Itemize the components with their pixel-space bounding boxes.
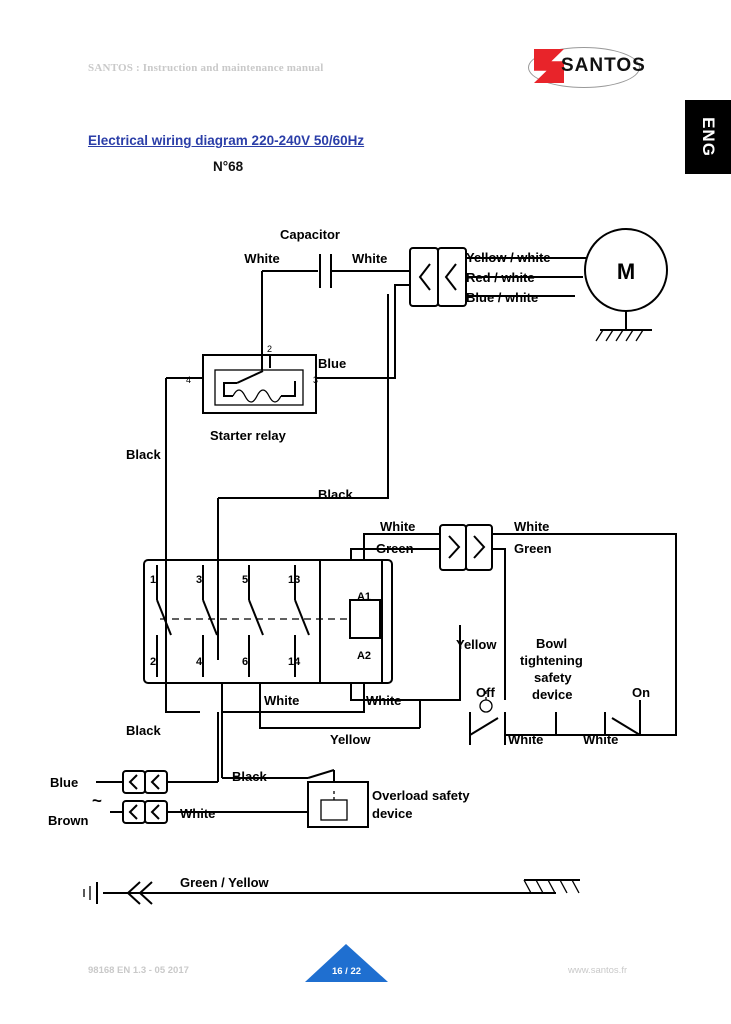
label-supply-blue: Blue (50, 775, 79, 790)
label-black-overload: Black (232, 769, 267, 784)
label-supply-brown: Brown (48, 813, 89, 828)
contactor-terminal-13: 13 (288, 574, 301, 586)
label-earth: Green / Yellow (180, 875, 269, 890)
label-contactor-green-top: Green (376, 541, 414, 556)
contactor-terminal-2: 2 (150, 656, 157, 668)
label-on: On (632, 685, 651, 700)
page-subtitle: N°68 (213, 159, 244, 174)
page-number-badge (305, 944, 388, 982)
label-black-lower-left: Black (126, 723, 161, 738)
motor-label: M (616, 259, 636, 284)
language-tab-label: ENG (699, 117, 718, 157)
label-black-mid: Black (318, 487, 353, 502)
page-number-text: 16 / 22 (331, 966, 362, 977)
label-bowl-4: device (532, 687, 573, 702)
footer-doc-ref: 98168 EN 1.3 - 05 2017 (88, 965, 189, 976)
label-relay-blue: Blue (318, 356, 347, 371)
logo-text: SANTOS (561, 55, 646, 76)
contactor-terminal-1: 1 (150, 574, 157, 586)
footer-website: www.santos.fr (568, 965, 628, 976)
relay-pin-3: 3 (313, 375, 319, 385)
coil-terminal-a1: A1 (356, 591, 372, 603)
label-red-white: Red / white (466, 270, 535, 285)
contactor-terminal-4: 4 (196, 656, 203, 668)
contactor-terminal-14: 14 (288, 656, 301, 668)
label-right-green-top: Green (514, 541, 552, 556)
label-starter-relay: Starter relay (210, 428, 286, 443)
label-white-a2-right: White (366, 693, 402, 708)
page-title: Electrical wiring diagram 220-240V 50/60Hz (88, 133, 365, 148)
label-yellow-lower: Yellow (330, 732, 371, 747)
label-contactor-white-top: White (380, 519, 416, 534)
label-blue-white: Blue / white (466, 290, 539, 305)
relay-pin-4: 4 (186, 375, 192, 385)
label-bowl-3: safety (534, 670, 572, 685)
contactor-terminal-3: 3 (196, 574, 203, 586)
label-off: Off (476, 685, 495, 700)
coil-terminal-a2: A2 (356, 650, 372, 662)
label-yellow-white: Yellow / white (466, 250, 551, 265)
relay-pin-2: 2 (267, 344, 273, 354)
label-bowl-2: tightening (520, 653, 583, 668)
contactor-terminal-6: 6 (242, 656, 249, 668)
label-white-on: White (583, 732, 619, 747)
label-black-left: Black (126, 447, 161, 462)
label-ac-symbol: ~ (92, 791, 102, 810)
label-yellow-mid: Yellow (456, 637, 497, 652)
contactor-terminal-5: 5 (242, 574, 249, 586)
label-white-a2-left: White (264, 693, 300, 708)
manual-header-text: SANTOS : Instruction and maintenance manual (88, 62, 324, 74)
label-overload-2: device (372, 806, 413, 821)
label-white-off: White (508, 732, 544, 747)
label-overload-1: Overload safety (372, 788, 470, 803)
label-capacitor: Capacitor (280, 227, 340, 242)
label-white-brown: White (180, 806, 216, 821)
label-bowl-1: Bowl (536, 636, 568, 651)
label-cap-white-right: White (352, 251, 388, 266)
label-cap-white-left: White (244, 251, 280, 266)
label-right-white-top: White (514, 519, 550, 534)
